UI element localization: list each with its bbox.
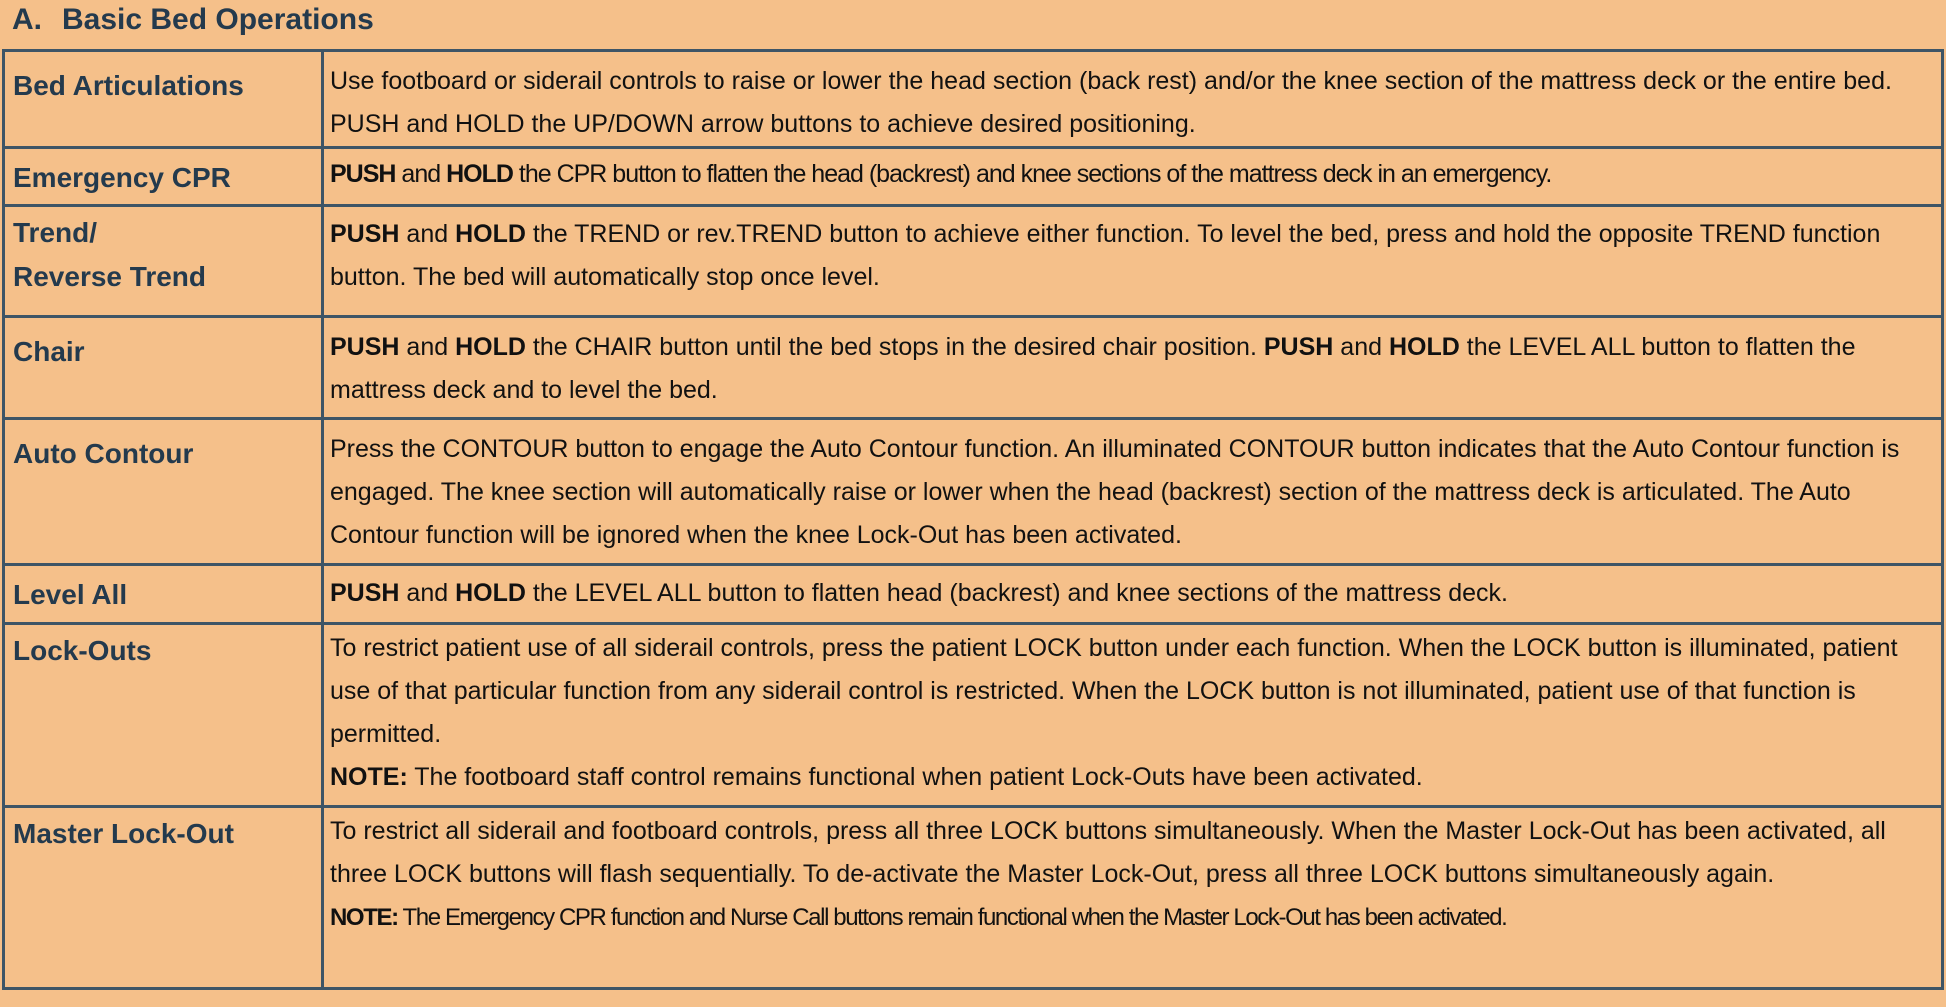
note-label: NOTE: [330, 763, 408, 791]
keyword-and: and [1340, 333, 1383, 361]
description-text: the CPR button to flatten the head (backrest) and knee sections of the mattress deck in an emergency. [518, 160, 1552, 188]
keyword-and: and [406, 579, 449, 607]
description-text: the TREND or rev.TREND button to achieve either function. To level the bed, press and hold the opposite TREND function button. The bed will automatically stop once level. [330, 220, 1881, 291]
description-text: Use footboard or siderail controls to raise or lower the head section (back rest) and/or the knee section of the mattress deck or the entire bed. PUSH and HOLD the UP/DOWN arrow buttons to achieve desired positioning. [330, 67, 1892, 138]
description-text: To restrict all siderail and footboard controls, press all three LOCK buttons simultaneously. When the Master Lock-Out has been activated, all three LOCK buttons will flash sequentially. To de-activate the Master Lock-Out, press all three LOCK buttons simultaneously again. [330, 817, 1886, 888]
table-row [4, 317, 1943, 419]
term-level-all: Level All [13, 579, 128, 610]
row-description [323, 148, 1943, 206]
term-master-lock-out: Master Lock-Out [13, 818, 234, 849]
row-description [323, 565, 1943, 624]
row-term [4, 206, 323, 317]
row-description [323, 206, 1943, 317]
section-title-text: Basic Bed Operations [62, 3, 374, 36]
term-lock-outs: Lock-Outs [13, 635, 152, 666]
row-term [4, 317, 323, 419]
table-row [4, 807, 1943, 989]
row-term [4, 565, 323, 624]
table-row [4, 624, 1943, 807]
description-text: the LEVEL ALL button to flatten head (backrest) and knee sections of the mattress deck. [532, 579, 1508, 607]
row-description [323, 419, 1943, 565]
keyword-and: and [401, 160, 441, 188]
keyword-hold: HOLD [1388, 333, 1460, 361]
description-text: To restrict patient use of all siderail controls, press the patient LOCK button under each function. When the LOCK button is illuminated, patient use of that particular function from any siderail control is restricted. When the LOCK button is not illuminated, patient use of that function is permitted. [330, 634, 1898, 748]
table-row [4, 565, 1943, 624]
note-label: NOTE: [330, 904, 398, 931]
table-row [4, 51, 1943, 148]
note-text: The footboard staff control remains functional when patient Lock-Outs have been activated. [414, 763, 1423, 791]
term-trend: Trend/ [13, 217, 98, 248]
table-row [4, 148, 1943, 206]
term-chair: Chair [13, 336, 85, 367]
keyword-push: PUSH [330, 160, 396, 188]
keyword-push: PUSH [330, 579, 400, 607]
row-term [4, 51, 323, 148]
note-text: The Emergency CPR function and Nurse Call buttons remain functional when the Master Lock-Out has been activated. [402, 904, 1507, 931]
term-bed-articulations: Bed Articulations [13, 70, 244, 101]
row-description [323, 51, 1943, 148]
table-row [4, 419, 1943, 565]
term-reverse-trend: Reverse Trend [13, 261, 206, 292]
keyword-and: and [406, 220, 449, 248]
table-row [4, 206, 1943, 317]
section-letter: A. [12, 3, 42, 36]
row-term [4, 624, 323, 807]
keyword-hold: HOLD [446, 160, 513, 188]
term-auto-contour: Auto Contour [13, 438, 194, 469]
keyword-push: PUSH [330, 220, 400, 248]
row-description [323, 807, 1943, 989]
keyword-hold: HOLD [455, 220, 526, 248]
section-heading [12, 0, 374, 40]
row-description [323, 317, 1943, 419]
operations-table [2, 49, 1944, 990]
description-text: the CHAIR button until the bed stops in the desired chair position. [532, 333, 1257, 361]
row-description [323, 624, 1943, 807]
row-term [4, 807, 323, 989]
keyword-hold: HOLD [455, 579, 526, 607]
keyword-and: and [406, 333, 449, 361]
description-text: Press the CONTOUR button to engage the Auto Contour function. An illuminated CONTOUR button indicates that the Auto Contour function is engaged. The knee section will automatically raise or lower when the head (backrest) section of the mattress deck is articulated. The Auto Contour function will be ignored when the knee Lock-Out has been activated. [330, 435, 1900, 549]
keyword-push: PUSH [1263, 333, 1334, 361]
row-term [4, 148, 323, 206]
keyword-hold: HOLD [455, 333, 526, 361]
term-emergency-cpr: Emergency CPR [13, 162, 231, 193]
description-text: the LEVEL ALL button to flatten the mattress deck and to level the bed. [330, 333, 1856, 404]
row-term [4, 419, 323, 565]
keyword-push: PUSH [330, 333, 400, 361]
